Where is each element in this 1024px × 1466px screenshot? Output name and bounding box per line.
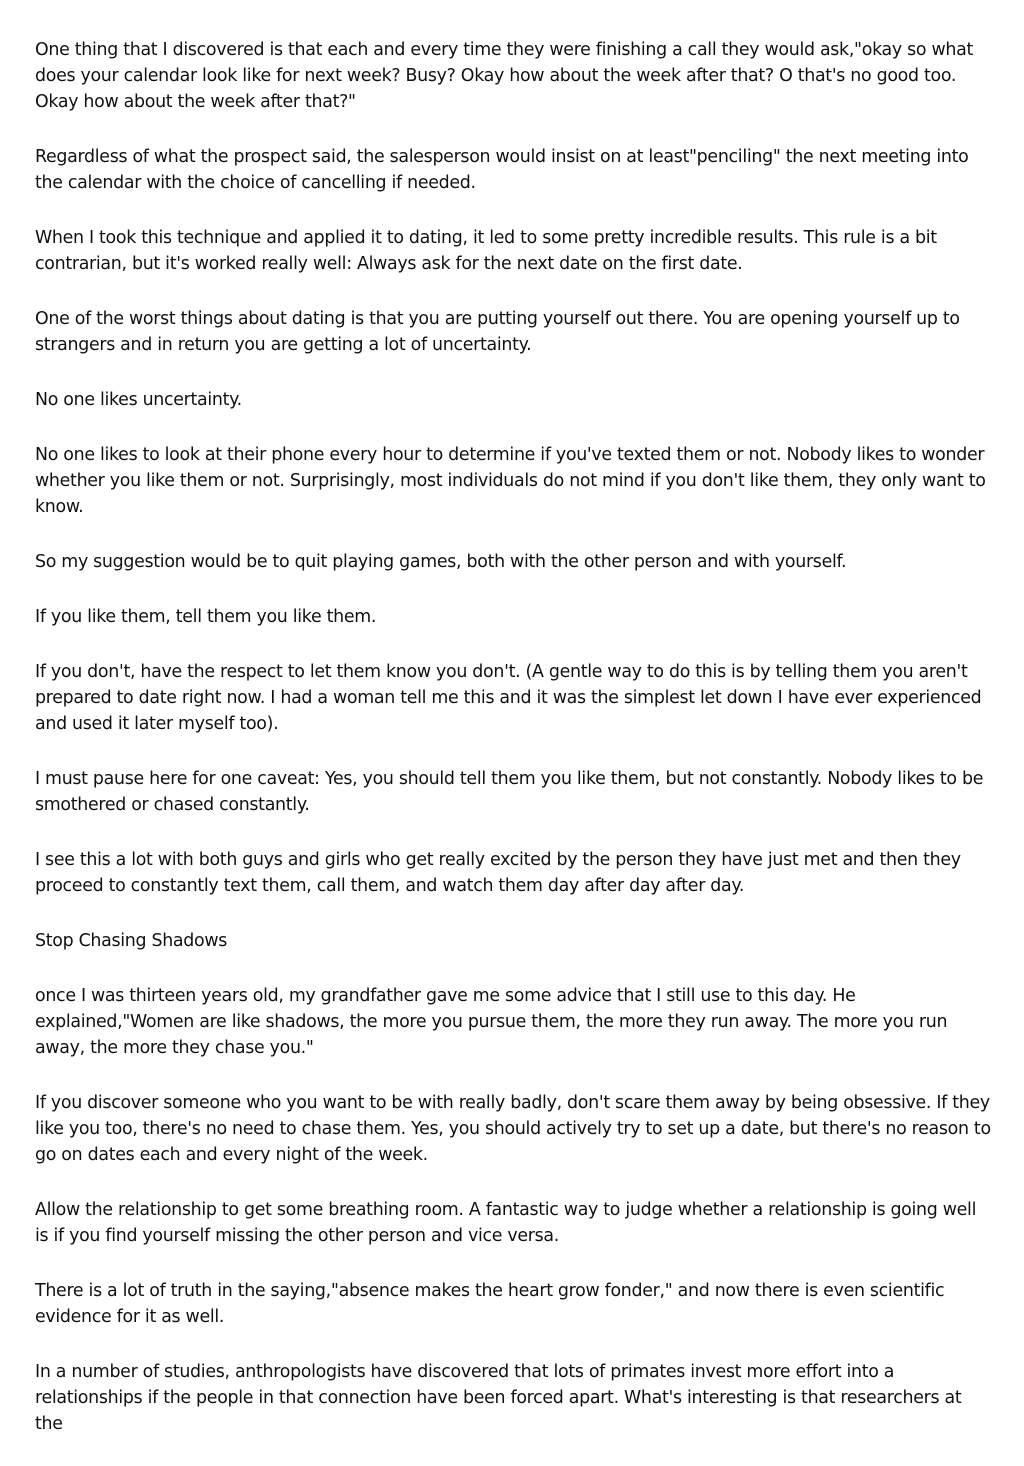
section-heading: Stop Chasing Shadows bbox=[35, 931, 228, 951]
paragraph-9: If you don't, have the respect to let them know you don't. (A gentle way to do this is by telling them you aren't prepared to date right now. I had a woman tell me this and it was the simplest let down I have ever experienced and used it later myself too). bbox=[35, 662, 982, 734]
paragraph-2: Regardless of what the prospect said, the salesperson would insist on at least"penciling" the next meeting into the calendar with the choice of cancelling if needed. bbox=[35, 147, 969, 193]
paragraph-4: One of the worst things about dating is that you are putting yourself out there. You are opening yourself up to strangers and in return you are getting a lot of uncertainty. bbox=[35, 309, 960, 355]
paragraph-10: I must pause here for one caveat: Yes, you should tell them you like them, but not constantly. Nobody likes to be smothered or chased constantly. bbox=[35, 769, 984, 815]
paragraph-7: So my suggestion would be to quit playing games, both with the other person and with yourself. bbox=[35, 552, 847, 572]
paragraph-13: once I was thirteen years old, my grandfather gave me some advice that I still use to this day. He explained,"Women are like shadows, the more you pursue them, the more they run away. The more you run away, the more they chase you." bbox=[35, 986, 948, 1058]
paragraph-1: One thing that I discovered is that each and every time they were finishing a call they would ask,"okay so what does your calendar look like for next week? Busy? Okay how about the week after that? O that's no good too. Okay how about the week after that?" bbox=[35, 40, 973, 112]
paragraph-16: There is a lot of truth in the saying,"absence makes the heart grow fonder," and now there is even scientific evidence for it as well. bbox=[35, 1281, 945, 1327]
paragraph-11: I see this a lot with both guys and girls who get really excited by the person they have just met and then they proceed to constantly text them, call them, and watch them day after day after day. bbox=[35, 850, 961, 896]
paragraph-14: If you discover someone who you want to be with really badly, don't scare them away by being obsessive. If they like you too, there's no need to chase them. Yes, you should actively try to set up a date, but there's no reason to go on dates each and every night of the week. bbox=[35, 1093, 991, 1165]
paragraph-6: No one likes to look at their phone every hour to determine if you've texted them or not. Nobody likes to wonder whether you like them or not. Surprisingly, most individuals do not mind if you don't like them, they only want to know. bbox=[35, 445, 986, 517]
paragraph-15: Allow the relationship to get some breathing room. A fantastic way to judge whether a relationship is going well is if you find yourself missing the other person and vice versa. bbox=[35, 1200, 977, 1246]
paragraph-17: In a number of studies, anthropologists have discovered that lots of primates invest more effort into a relationships if the people in that connection have been forced apart. What's interesting is that researchers at the bbox=[35, 1362, 962, 1434]
paragraph-5: No one likes uncertainty. bbox=[35, 390, 242, 410]
document-body bbox=[35, 37, 993, 1466]
paragraph-3: When I took this technique and applied it to dating, it led to some pretty incredible results. This rule is a bit contrarian, but it's worked really well: Always ask for the next date on the first date. bbox=[35, 228, 937, 274]
paragraph-8: If you like them, tell them you like them. bbox=[35, 607, 377, 627]
